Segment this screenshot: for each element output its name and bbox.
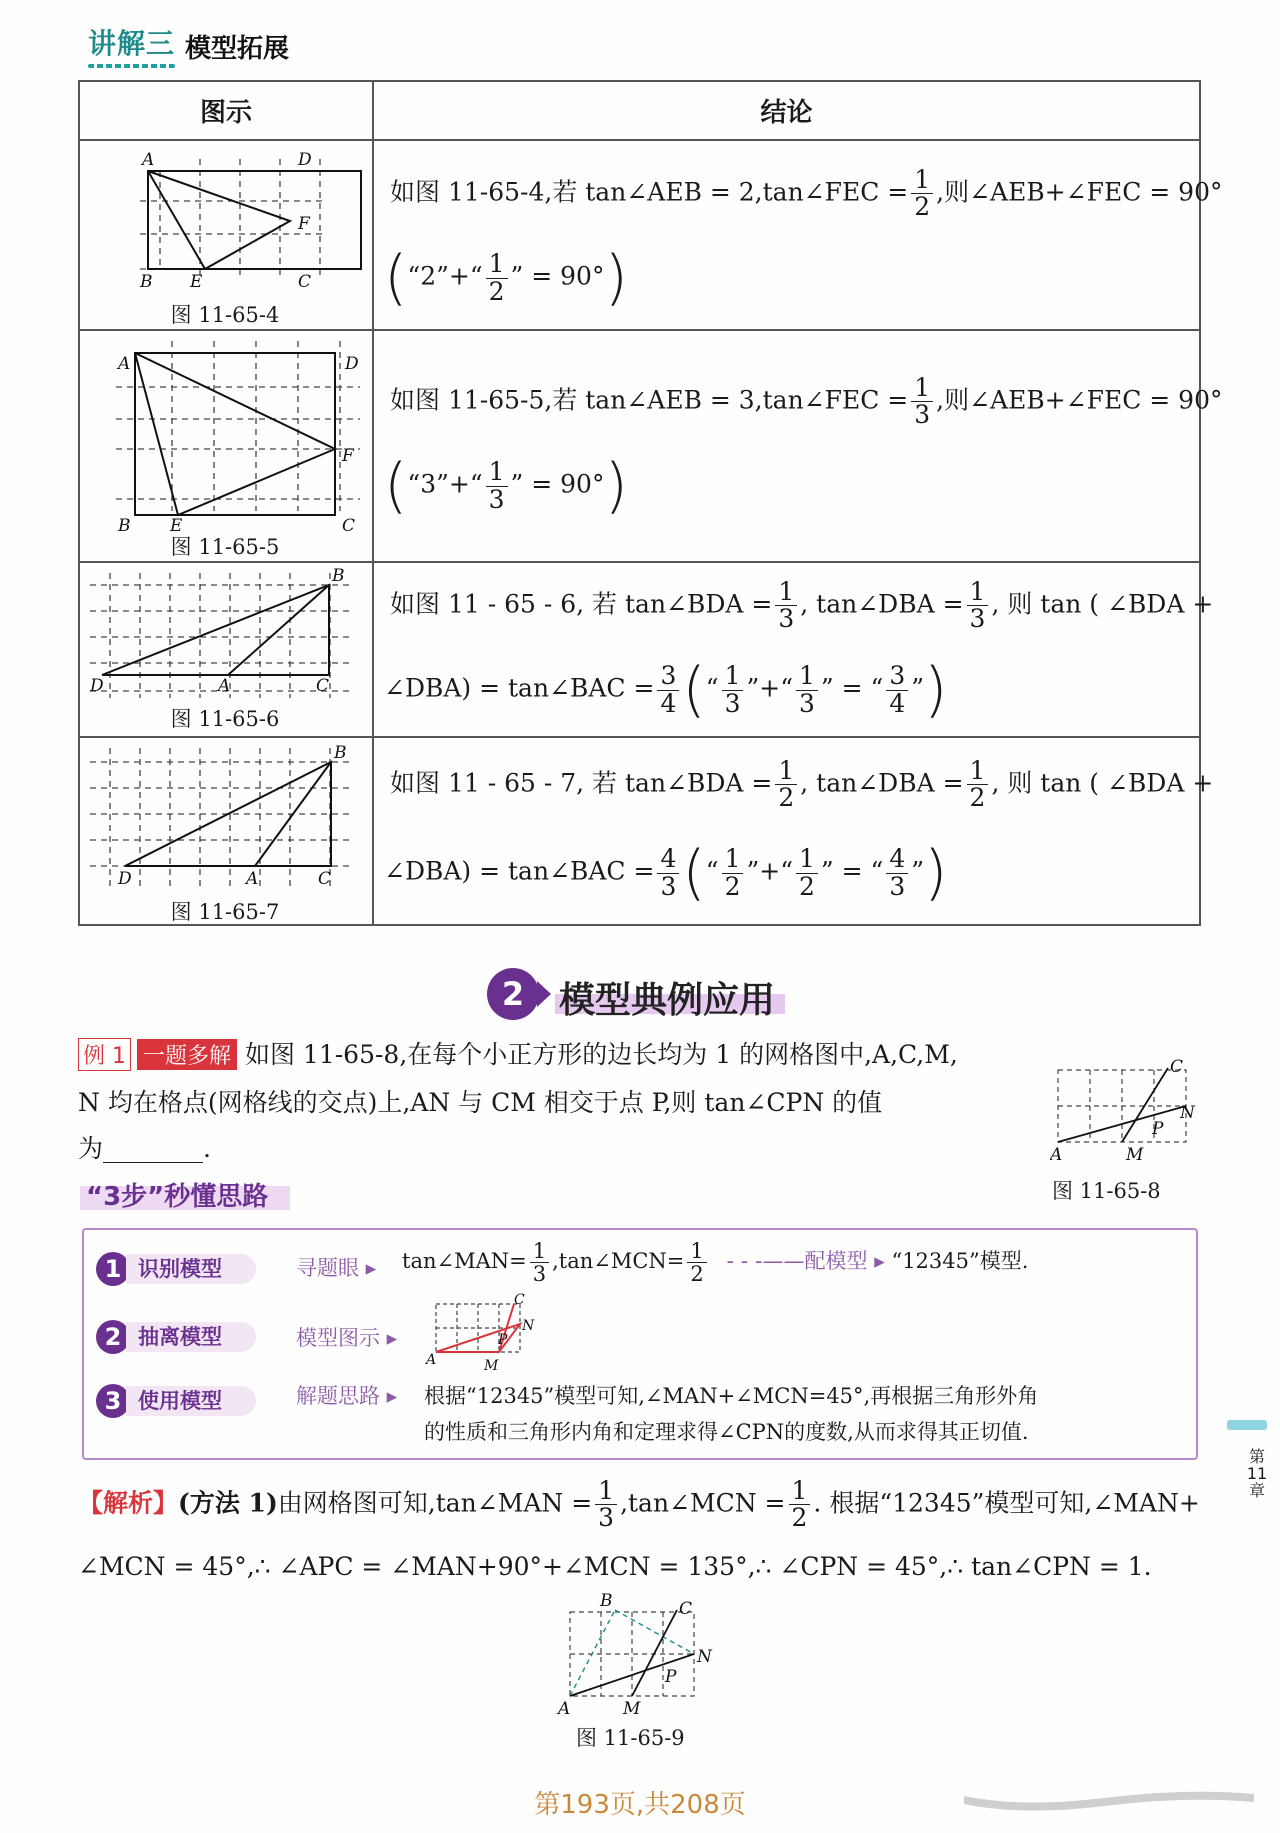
svg-text:B: B (600, 1591, 613, 1611)
step-number: 3 (96, 1384, 130, 1418)
svg-text:D: D (298, 150, 312, 170)
conclusion-text: , tan∠DBA = (800, 768, 964, 798)
figure-caption: 图 11-65-6 (170, 707, 280, 731)
example-text: 如图 11-65-8,在每个小正方形的边长均为 1 的网格图中,A,C,M, (244, 1040, 958, 1069)
svg-text:P: P (1152, 1119, 1164, 1139)
svg-text:P: P (665, 1667, 677, 1687)
figure-caption: 图 11-65-4 (170, 303, 280, 327)
step-label: 识别模型 (126, 1254, 256, 1284)
conclusion-text: 如图 11-65-4,若 tan∠AEB = 2,tan∠FEC = (390, 177, 909, 207)
section-title: 模型典例应用 (559, 980, 776, 1021)
conclusion-text: 如图 11 - 65 - 7, 若 tan∠BDA = (390, 768, 773, 798)
svg-text:M: M (1126, 1145, 1144, 1165)
step-sub: 解题思路 ▸ (296, 1384, 398, 1408)
step-3-text-1: 根据“12345”模型可知,∠MAN+∠MCN=45°,再根据三角形外角 (424, 1384, 1039, 1408)
steps-box (82, 1228, 1198, 1460)
svg-text:C: C (679, 1599, 693, 1619)
fraction: $\frac{1}{3}$ (796, 663, 818, 717)
svg-text:B: B (118, 516, 131, 536)
step-label: 使用模型 (126, 1386, 256, 1416)
svg-text:A: A (246, 869, 259, 889)
step-3-text-2: 的性质和三角形内角和定理求得∠CPN的度数,从而求得其正切值. (424, 1420, 1029, 1444)
analysis-tag: 【解析】 (78, 1488, 179, 1518)
model-table (78, 80, 1223, 926)
svg-text:F: F (298, 214, 310, 234)
fraction: $\frac{3}{4}$ (657, 663, 679, 717)
fraction: $\frac{1}{3}$ (486, 459, 508, 513)
col-header-figure: 图示 (79, 81, 373, 140)
svg-text:N: N (1180, 1103, 1195, 1123)
fraction: $\frac{1}{3}$ (775, 579, 797, 633)
conclusion-cell: 如图 11 - 65 - 6, 若 tan∠BDA = $\frac{1}{3}$ , tan∠DBA = $\frac{1}{3}$ , 则 tan ( ∠BDA + ∠DBA) = tan∠BAC = $\frac{3}{4}$ (“ $\frac{1}{3}$ ”+“ $\frac{1}{3}$ ” = “ $\frac{3}{4}$ ”) (373, 562, 1200, 737)
svg-text:C: C (342, 516, 356, 536)
conclusion-text: ∠DBA) = tan∠BAC = (384, 856, 655, 886)
figure-cell (79, 737, 373, 925)
analysis-line-2: ∠MCN = 45°,∴ ∠APC = ∠MAN+90°+∠MCN = 135°,∴ ∠CPN = 45°,∴ tan∠CPN = 1. (78, 1552, 1152, 1581)
svg-text:A: A (426, 1352, 437, 1368)
svg-text:F: F (342, 446, 354, 466)
svg-text:E: E (170, 516, 183, 536)
figure-caption: 图 11-65-5 (170, 535, 280, 559)
svg-text:M: M (623, 1699, 641, 1719)
conclusion-cell: 如图 11-65-4,若 tan∠AEB = 2,tan∠FEC = $\frac{1}{2}$ ,则∠AEB+∠FEC = 90° (“2”+“ $\frac{1}{2}$ ” = 90°) (373, 140, 1200, 330)
figure-caption: 图 11-65-7 (170, 900, 280, 924)
svg-text:A: A (1050, 1145, 1063, 1165)
step-sub: 模型图示 ▸ (296, 1326, 398, 1350)
lecture-badge: 讲解三 (88, 22, 175, 62)
fraction: $\frac{1}{3}$ (967, 579, 989, 633)
page-footer: 第193页,共208页 (534, 1790, 746, 1820)
figure-11-65-5 (80, 331, 370, 563)
conclusion-text: ,则∠AEB+∠FEC = 90° (936, 177, 1223, 207)
svg-text:C: C (1170, 1058, 1184, 1077)
fraction: $\frac{4}{3}$ (886, 846, 908, 900)
fraction: $\frac{4}{3}$ (657, 846, 679, 900)
conclusion-text: , 则 tan ( ∠BDA + (991, 768, 1214, 798)
steps-title: “3步”秒懂思路 (86, 1176, 268, 1213)
multi-solution-tag: 一题多解 (137, 1039, 237, 1070)
svg-text:C: C (318, 869, 332, 889)
svg-text:E: E (190, 272, 203, 292)
svg-text:A: A (558, 1699, 571, 1719)
figure-caption: 图 11-65-8 (1052, 1179, 1161, 1203)
svg-text:B: B (140, 272, 153, 292)
section-number: 2 (487, 968, 539, 1020)
svg-text:A: A (118, 354, 131, 374)
conclusion-text: 如图 11-65-5,若 tan∠AEB = 3,tan∠FEC = (390, 385, 909, 415)
step-label: 抽离模型 (126, 1322, 256, 1352)
conclusion-text: ∠DBA) = tan∠BAC = (384, 673, 655, 703)
fraction: $\frac{1}{2}$ (486, 251, 508, 305)
svg-text:D: D (118, 869, 132, 889)
svg-text:M: M (484, 1358, 499, 1374)
fraction: $\frac{1}{2}$ (911, 167, 933, 221)
fraction: $\frac{1}{3}$ (722, 663, 744, 717)
svg-text:P: P (498, 1332, 508, 1348)
conclusion-text: ,则∠AEB+∠FEC = 90° (936, 385, 1223, 415)
col-header-conclusion: 结论 (373, 81, 1200, 140)
conclusion-text: 如图 11 - 65 - 6, 若 tan∠BDA = (390, 589, 773, 619)
fraction: $\frac{1}{2}$ (967, 758, 989, 812)
conclusion-cell: 如图 11 - 65 - 7, 若 tan∠BDA = $\frac{1}{2}$ , tan∠DBA = $\frac{1}{2}$ , 则 tan ( ∠BDA + ∠DBA) = tan∠BAC = $\frac{4}{3}$ (“ $\frac{1}{2}$ ”+“ $\frac{1}{2}$ ” = “ $\frac{4}{3}$ ”) (373, 737, 1200, 925)
svg-text:A: A (218, 676, 231, 696)
analysis-line-1: 【解析】(方法 1)由网格图可知,tan∠MAN = $\frac{1}{3}$ ,tan∠MCN = $\frac{1}{2}$ . 根据“12345”模型可知,∠MAN+ (78, 1476, 1200, 1533)
svg-text:A: A (142, 150, 155, 170)
svg-text:D: D (90, 676, 104, 696)
example-line-1 (78, 1035, 958, 1071)
figure-cell (79, 330, 373, 562)
svg-text:B: B (334, 743, 347, 763)
svg-text:N: N (522, 1318, 535, 1334)
step-number: 2 (96, 1320, 130, 1354)
step-number: 1 (96, 1252, 130, 1286)
example-tag: 例 1 (78, 1038, 131, 1071)
step-sub: 寻题眼 ▸ (296, 1256, 377, 1280)
conclusion-cell: 如图 11-65-5,若 tan∠AEB = 3,tan∠FEC = $\frac{1}{3}$ ,则∠AEB+∠FEC = 90° (“3”+“ $\frac{1}{3}$ ” = 90°) (373, 330, 1200, 562)
example-line-3: 为________. (78, 1134, 211, 1163)
fraction: $\frac{1}{2}$ (722, 846, 744, 900)
lecture-title: 模型拓展 (185, 34, 290, 64)
model-diagram (424, 1290, 544, 1380)
figure-cell (79, 562, 373, 737)
conclusion-text: , tan∠DBA = (800, 589, 964, 619)
conclusion-text: ” = 90° (510, 469, 605, 499)
fraction: $\frac{3}{4}$ (886, 663, 908, 717)
svg-text:C: C (514, 1292, 525, 1308)
example-line-2: N 均在格点(网格线的交点)上,AN 与 CM 相交于点 P,则 tan∠CPN 的值 (78, 1088, 883, 1117)
chapter-tab (1227, 1420, 1267, 1430)
figure-11-65-9 (555, 1590, 715, 1720)
fraction: $\frac{1}{2}$ (796, 846, 818, 900)
chapter-label: 第11章 (1246, 1447, 1268, 1500)
figure-11-65-8 (1050, 1058, 1200, 1168)
figure-cell (79, 140, 373, 330)
fraction: $\frac{1}{2}$ (775, 758, 797, 812)
fraction: $\frac{1}{3}$ (911, 375, 933, 429)
conclusion-text: “3”+“ (407, 469, 483, 499)
conclusion-text: “2”+“ (407, 261, 483, 291)
svg-text:C: C (316, 676, 330, 696)
figure-caption: 图 11-65-9 (576, 1726, 685, 1750)
svg-text:C: C (298, 272, 312, 292)
conclusion-text: ” = 90° (510, 261, 605, 291)
svg-text:N: N (697, 1647, 712, 1667)
step-1-text: tan∠MAN= $\frac{1}{3}$ ,tan∠MCN= $\frac{1}{2}$ - - -——配模型 ▸ “12345”模型. (402, 1239, 1029, 1287)
conclusion-text: , 则 tan ( ∠BDA + (991, 589, 1214, 619)
svg-text:D: D (345, 354, 359, 374)
svg-text:B: B (332, 566, 345, 586)
